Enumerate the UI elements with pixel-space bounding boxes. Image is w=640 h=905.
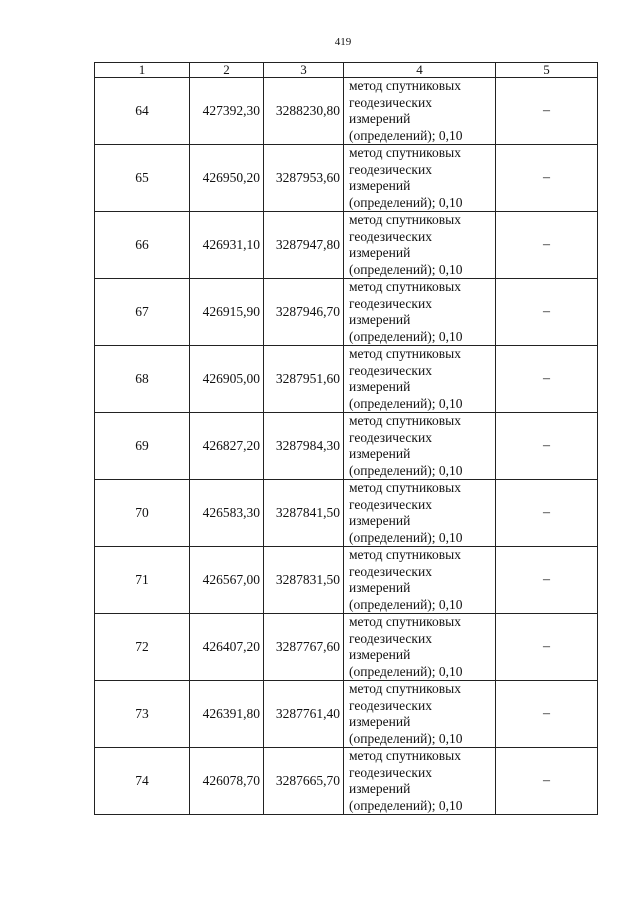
note-cell: – [496,212,598,279]
method-cell [344,212,496,279]
method-line: измерений [349,379,411,394]
method-line: метод спутниковых [349,279,461,294]
point-number-cell: 69 [95,413,190,480]
y-coordinate-cell: 3287946,70 [264,279,344,346]
table-row [95,413,598,480]
method-line: метод спутниковых [349,681,461,696]
point-number-cell: 74 [95,748,190,815]
column-header: 1 [95,63,190,78]
method-line: измерений [349,513,411,528]
coordinates-table [94,62,598,815]
method-line: метод спутниковых [349,547,461,562]
method-line: метод спутниковых [349,145,461,160]
x-coordinate-cell: 426915,90 [190,279,264,346]
table-row [95,748,598,815]
y-coordinate-cell: 3288230,80 [264,78,344,145]
note-cell: – [496,480,598,547]
method-cell [344,748,496,815]
table-row [95,78,598,145]
method-line: (определений); 0,10 [349,127,463,143]
table-row [95,346,598,413]
method-line: геодезических [349,563,432,579]
note-cell: – [496,279,598,346]
point-number-cell: 65 [95,145,190,212]
method-line: геодезических [349,764,432,780]
x-coordinate-cell: 426583,30 [190,480,264,547]
method-cell [344,78,496,145]
table-header-row [95,63,598,78]
point-number-cell: 72 [95,614,190,681]
point-number-cell: 67 [95,279,190,346]
table-row [95,145,598,212]
note-cell: – [496,346,598,413]
method-cell [344,547,496,614]
y-coordinate-cell: 3287947,80 [264,212,344,279]
note-cell: – [496,681,598,748]
note-cell: – [496,78,598,145]
method-line: измерений [349,781,411,796]
method-line: измерений [349,312,411,327]
note-cell: – [496,145,598,212]
point-number-cell: 68 [95,346,190,413]
point-number-cell: 71 [95,547,190,614]
method-line: геодезических [349,630,432,646]
note-cell: – [496,547,598,614]
x-coordinate-cell: 426078,70 [190,748,264,815]
method-line: геодезических [349,228,432,244]
method-line: (определений); 0,10 [349,663,463,679]
y-coordinate-cell: 3287984,30 [264,413,344,480]
method-line: (определений); 0,10 [349,596,463,612]
column-header: 3 [264,63,344,78]
x-coordinate-cell: 426931,10 [190,212,264,279]
method-line: измерений [349,647,411,662]
y-coordinate-cell: 3287831,50 [264,547,344,614]
method-line: метод спутниковых [349,413,461,428]
method-line: измерений [349,446,411,461]
method-line: геодезических [349,697,432,713]
y-coordinate-cell: 3287665,70 [264,748,344,815]
method-line: измерений [349,245,411,260]
method-line: (определений); 0,10 [349,730,463,746]
page-number: 419 [334,36,352,48]
x-coordinate-cell: 426950,20 [190,145,264,212]
y-coordinate-cell: 3287761,40 [264,681,344,748]
table-row [95,212,598,279]
table-row [95,614,598,681]
method-line: измерений [349,580,411,595]
method-line: (определений); 0,10 [349,462,463,478]
table-row [95,547,598,614]
method-line: измерений [349,714,411,729]
method-cell [344,145,496,212]
note-cell: – [496,748,598,815]
column-header: 4 [344,63,496,78]
method-cell [344,614,496,681]
note-cell: – [496,413,598,480]
method-line: геодезических [349,295,432,311]
method-line: (определений); 0,10 [349,797,463,813]
x-coordinate-cell: 426407,20 [190,614,264,681]
method-line: метод спутниковых [349,212,461,227]
x-coordinate-cell: 426391,80 [190,681,264,748]
table-row [95,279,598,346]
point-number-cell: 73 [95,681,190,748]
method-line: (определений); 0,10 [349,395,463,411]
method-line: (определений); 0,10 [349,529,463,545]
method-line: метод спутниковых [349,346,461,361]
method-cell [344,681,496,748]
note-cell: – [496,614,598,681]
method-line: геодезических [349,496,432,512]
y-coordinate-cell: 3287951,60 [264,346,344,413]
method-cell [344,413,496,480]
method-line: метод спутниковых [349,78,461,93]
method-line: (определений); 0,10 [349,328,463,344]
method-line: измерений [349,111,411,126]
method-line: (определений); 0,10 [349,194,463,210]
method-cell [344,480,496,547]
method-line: геодезических [349,94,432,110]
table-row [95,681,598,748]
method-line: геодезических [349,161,432,177]
method-cell [344,346,496,413]
y-coordinate-cell: 3287767,60 [264,614,344,681]
point-number-cell: 70 [95,480,190,547]
method-line: метод спутниковых [349,480,461,495]
method-line: измерений [349,178,411,193]
x-coordinate-cell: 426827,20 [190,413,264,480]
x-coordinate-cell: 426567,00 [190,547,264,614]
column-header: 5 [496,63,598,78]
x-coordinate-cell: 427392,30 [190,78,264,145]
method-cell [344,279,496,346]
method-line: (определений); 0,10 [349,261,463,277]
point-number-cell: 66 [95,212,190,279]
method-line: геодезических [349,362,432,378]
y-coordinate-cell: 3287953,60 [264,145,344,212]
method-line: метод спутниковых [349,614,461,629]
y-coordinate-cell: 3287841,50 [264,480,344,547]
point-number-cell: 64 [95,78,190,145]
column-header: 2 [190,63,264,78]
method-line: геодезических [349,429,432,445]
x-coordinate-cell: 426905,00 [190,346,264,413]
table-row [95,480,598,547]
method-line: метод спутниковых [349,748,461,763]
